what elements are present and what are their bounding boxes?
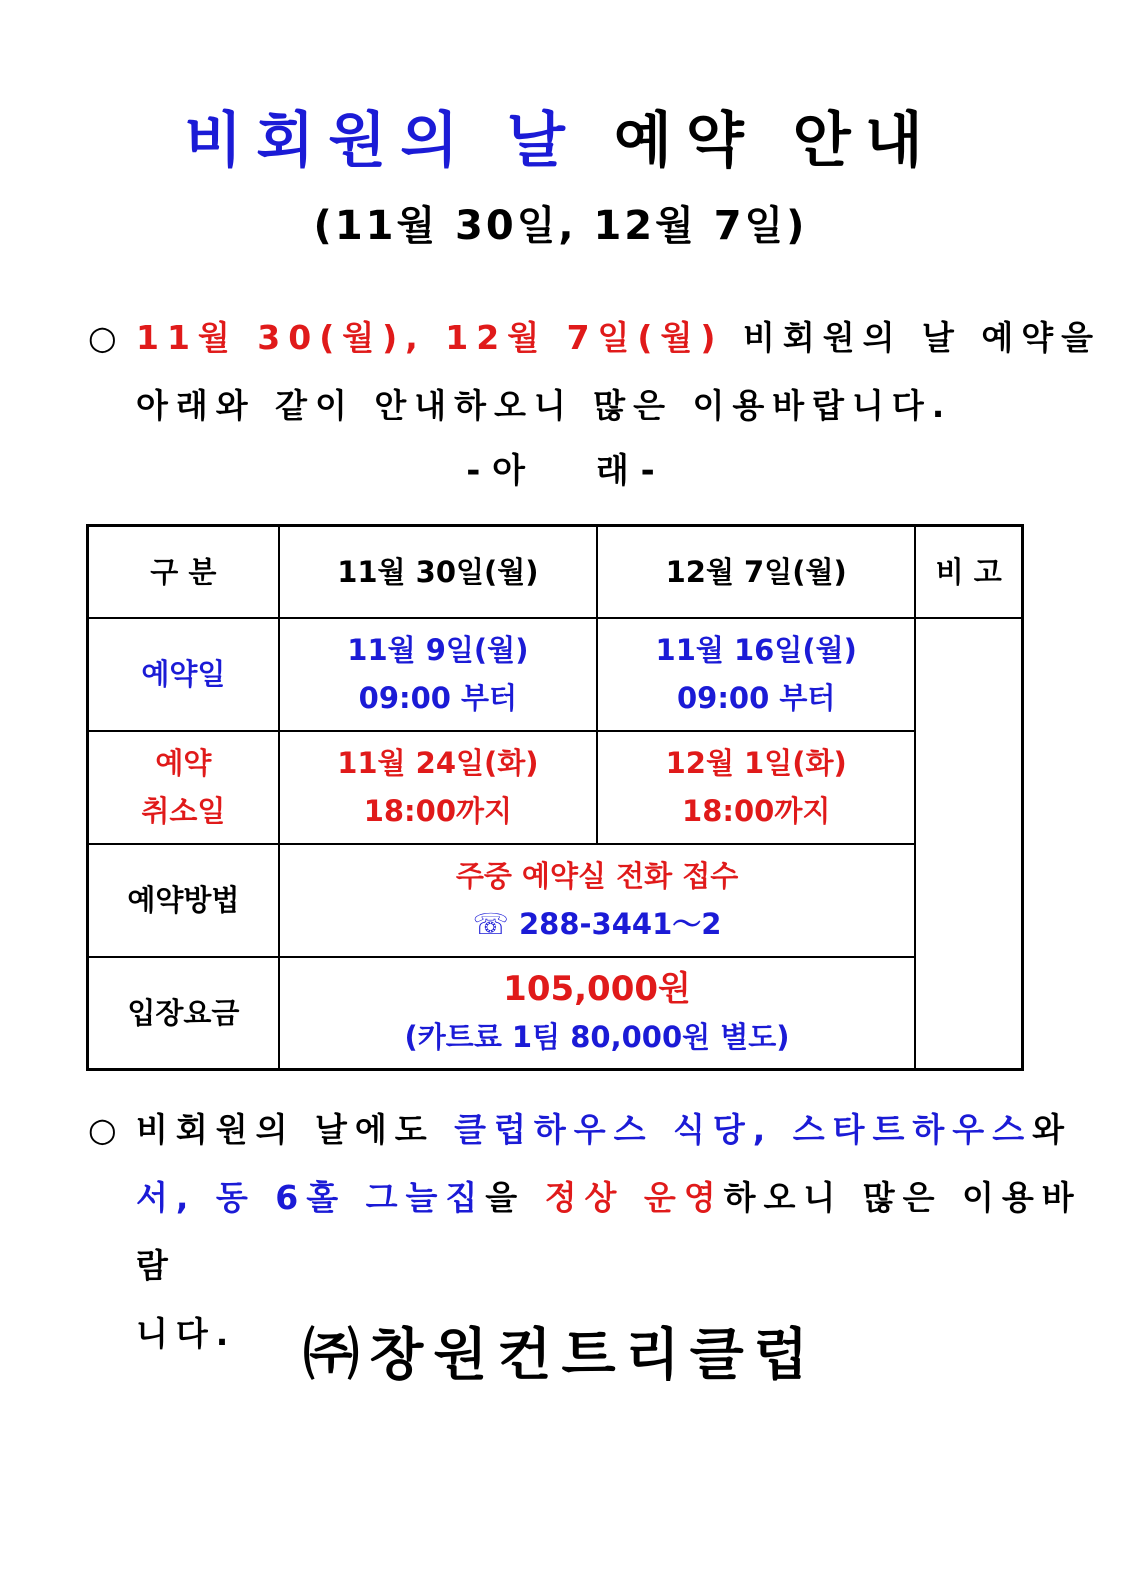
cell-line: 09:00 부터 bbox=[358, 681, 518, 715]
intro-paragraph bbox=[88, 304, 1101, 440]
cell-line: 09:00 부터 bbox=[676, 681, 836, 715]
reservation-table bbox=[86, 524, 1024, 1071]
fee-note: (카트료 1팀 80,000원 별도) bbox=[404, 1019, 790, 1054]
cell-line: 11월 16일(월) bbox=[655, 633, 857, 667]
table-row-method bbox=[88, 844, 1023, 957]
row-label-reservation-day: 예약일 bbox=[88, 618, 279, 731]
row-label-cancel-day bbox=[88, 731, 279, 844]
header-date-2: 12월 7일(월) bbox=[597, 526, 915, 618]
title-rest: 예약 안내 bbox=[613, 106, 937, 176]
notice-text: 하오니 많은 이용바람 bbox=[136, 1178, 1082, 1285]
notice-line-3: 니다. bbox=[136, 1314, 237, 1353]
page-subtitle: (11월 30일, 12월 7일) bbox=[313, 203, 808, 249]
header-date-1: 11월 30일(월) bbox=[279, 526, 597, 618]
reservation-day-date-2 bbox=[597, 618, 915, 731]
bullet-circle-icon: ○ bbox=[88, 1110, 125, 1149]
row-label-method: 예약방법 bbox=[88, 844, 279, 957]
intro-line-1-rest: 비회원의 날 예약을 bbox=[742, 318, 1101, 357]
intro-dates: 11월 30(월), 12월 7일(월) bbox=[136, 318, 724, 357]
cell-line: 12월 1일(화) bbox=[665, 746, 847, 780]
table-row-cancel-day bbox=[88, 731, 1023, 844]
bullet-circle-icon: ○ bbox=[88, 318, 125, 357]
company-name: ㈜창원컨트리클럽 bbox=[303, 1323, 818, 1388]
cell-line: 예약 bbox=[155, 746, 212, 780]
table-row-fee bbox=[88, 957, 1023, 1070]
intro-line-1 bbox=[88, 304, 1101, 372]
notice-operation: 정상 운영 bbox=[544, 1178, 724, 1217]
remarks-cell bbox=[915, 618, 1022, 1070]
fee-cell bbox=[279, 957, 916, 1070]
title-highlight: 비회원의 날 bbox=[184, 106, 580, 176]
fee-amount: 105,000원 bbox=[503, 968, 691, 1009]
table-header-row bbox=[88, 526, 1023, 618]
notice-text: 을 bbox=[485, 1178, 526, 1217]
notice-line-2 bbox=[88, 1164, 1121, 1300]
table-row-reservation-day bbox=[88, 618, 1023, 731]
reservation-day-date-1 bbox=[279, 618, 597, 731]
method-phone bbox=[280, 900, 915, 948]
cell-line: 18:00까지 bbox=[363, 794, 513, 828]
page-title bbox=[0, 98, 1121, 184]
method-description: 주중 예약실 전화 접수 bbox=[455, 859, 739, 893]
cancel-day-date-1 bbox=[279, 731, 597, 844]
phone-icon: ☏ bbox=[472, 907, 509, 941]
header-remarks: 비 고 bbox=[915, 526, 1022, 618]
notice-text: 와 bbox=[1032, 1110, 1072, 1149]
method-cell bbox=[279, 844, 916, 957]
header-category: 구 분 bbox=[88, 526, 279, 618]
cancel-day-date-2 bbox=[597, 731, 915, 844]
intro-line-2: 아래와 같이 안내하오니 많은 이용바랍니다. bbox=[136, 386, 953, 425]
cell-line: 11월 24일(화) bbox=[337, 746, 539, 780]
section-marker: - 아 래 - bbox=[466, 451, 655, 491]
cell-line: 11월 9일(월) bbox=[347, 633, 529, 667]
row-label-fee: 입장요금 bbox=[88, 957, 279, 1070]
notice-facility-2: 서, 동 6홀 그늘집 bbox=[136, 1178, 486, 1217]
notice-facility-1: 클럽하우스 식당, 스타트하우스 bbox=[454, 1110, 1033, 1149]
cell-line: 취소일 bbox=[141, 794, 226, 828]
cell-line: 18:00까지 bbox=[682, 794, 831, 828]
phone-number: 288-3441～2 bbox=[518, 907, 722, 941]
notice-line-1 bbox=[88, 1096, 1121, 1164]
notice-text: 비회원의 날에도 bbox=[136, 1110, 435, 1149]
